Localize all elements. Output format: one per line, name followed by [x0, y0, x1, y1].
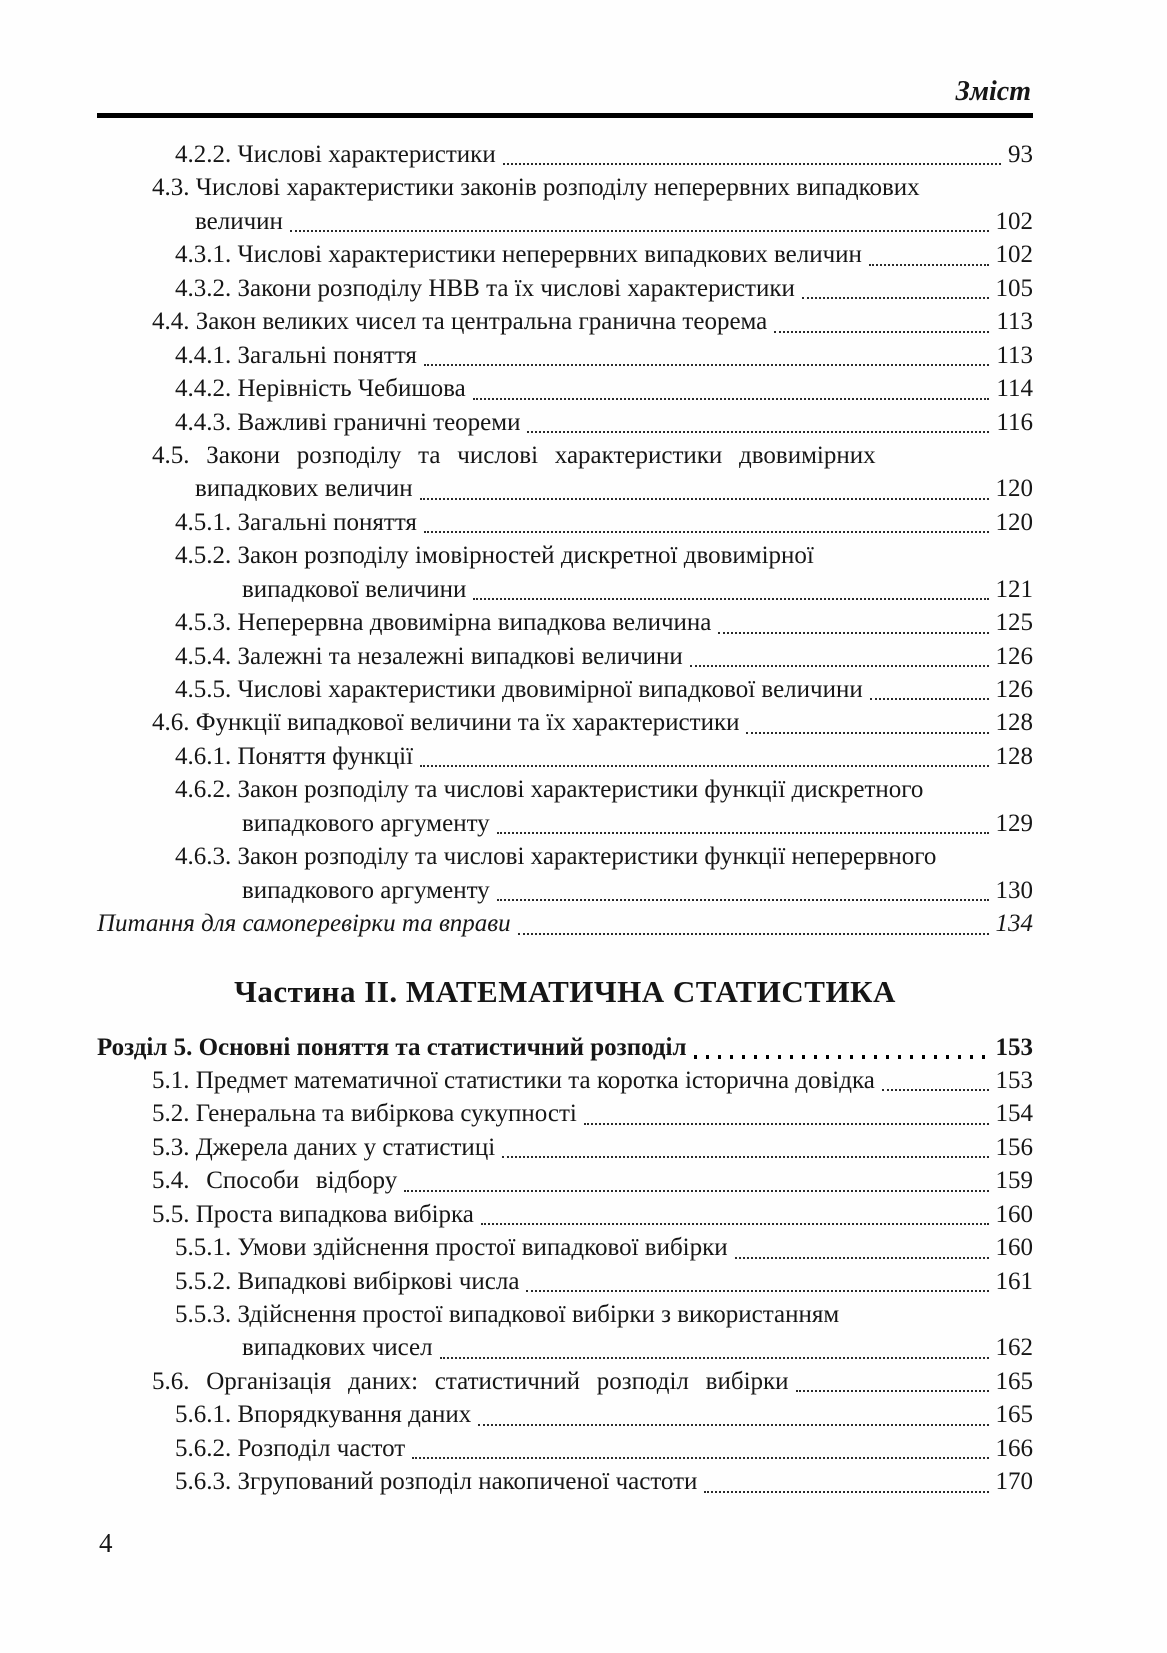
- dot-leader: [473, 398, 990, 400]
- toc-entry-page-number: 166: [995, 1434, 1033, 1462]
- footer-page-number: 4: [99, 1528, 113, 1558]
- toc-entry: [97, 1164, 1033, 1197]
- toc-entry-label: 4.4. Закон великих чисел та центральна гранична теорема: [152, 308, 768, 336]
- toc-entry-page-number: 153: [995, 1033, 1033, 1061]
- toc-entry-label: 4.6.1. Поняття функції: [175, 742, 414, 770]
- toc-entry: [97, 1198, 1033, 1231]
- dot-leader: [690, 665, 989, 667]
- toc-entry: [97, 1331, 1033, 1364]
- toc-entry-page-number: 153: [995, 1066, 1033, 1094]
- dot-leader: [424, 364, 990, 366]
- toc-entry: [97, 1432, 1033, 1465]
- toc-entry-label: 4.5.5. Числові характеристики двовимірної випадкової величини: [175, 676, 863, 703]
- toc-entry-label: 4.6.2. Закон розподілу та числові характеристики функції дискретного: [175, 776, 924, 804]
- toc-entry: [97, 472, 1033, 505]
- toc-entry-label: 4.5.2. Закон розподілу імовірностей дискретної двовимірної: [175, 542, 814, 570]
- toc-entry-label: 4.5.3. Неперервна двовимірна випадкова величина: [175, 609, 712, 637]
- dot-leader: [718, 632, 988, 634]
- dot-leader: [290, 230, 989, 232]
- toc-entry-page-number: 161: [995, 1267, 1033, 1295]
- toc-entry: [97, 773, 1033, 806]
- dot-leader: [870, 698, 989, 700]
- toc-entry-label: 4.4.2. Нерівність Чебишова: [175, 375, 466, 403]
- toc-entry-page-number: 128: [995, 742, 1033, 770]
- toc-entry-label: 4.2.2. Числові характеристики: [175, 141, 496, 168]
- toc-entry-label: 5.6.3. Згрупований розподіл накопиченої частоти: [175, 1468, 698, 1496]
- dot-leader: [473, 598, 988, 600]
- dot-leader: [497, 899, 989, 901]
- toc-entry: [97, 205, 1033, 238]
- toc-entry-page-number: 134: [995, 910, 1033, 938]
- toc-entry-page-number: 120: [995, 508, 1033, 536]
- toc-entry: [97, 238, 1033, 271]
- toc-entry-label: 4.3.2. Закони розподілу НВВ та їх числові характеристики: [175, 274, 795, 302]
- toc-entry-page-number: 113: [996, 341, 1033, 369]
- toc-entry-page-number: 162: [995, 1334, 1033, 1362]
- toc-entry-page-number: 159: [995, 1167, 1033, 1195]
- toc-entry: [97, 1365, 1033, 1398]
- toc-entry-page-number: 113: [996, 308, 1033, 336]
- toc-entry-page-number: 170: [995, 1468, 1033, 1496]
- toc-entry-label: величин: [195, 207, 283, 235]
- page-content: [97, 74, 1033, 1499]
- toc-entry-label: випадкових величин: [195, 475, 413, 503]
- dot-leader: [440, 1357, 989, 1359]
- header-rule: [97, 113, 1033, 118]
- dot-leader: [694, 1055, 989, 1059]
- toc-entry-label: випадкового аргументу: [242, 876, 490, 904]
- toc-list-part1: [97, 138, 1033, 941]
- dot-leader: [481, 1223, 989, 1225]
- toc-entry-label: 4.3.1. Числові характеристики неперервних випадкових величин: [175, 241, 862, 269]
- toc-entry: [97, 573, 1033, 606]
- toc-entry-page-number: 116: [996, 408, 1033, 436]
- toc-entry: [97, 305, 1033, 338]
- toc-entry-page-number: 160: [995, 1200, 1033, 1228]
- toc-entry: [97, 1097, 1033, 1130]
- dot-leader: [735, 1257, 989, 1259]
- toc-entry-label: 5.6. Організація даних: статистичний розподіл вибірки: [152, 1367, 789, 1395]
- toc-entry-label: 5.3. Джерела даних у статистиці: [152, 1133, 496, 1161]
- toc-entry: [97, 372, 1033, 405]
- toc-entry-label: 5.5.1. Умови здійснення простої випадкової вибірки: [175, 1234, 728, 1262]
- dot-leader: [584, 1123, 989, 1125]
- toc-entry: [97, 539, 1033, 572]
- dot-leader: [802, 297, 989, 299]
- dot-leader: [526, 1290, 988, 1292]
- toc-entry: [97, 874, 1033, 907]
- toc-entry: [97, 406, 1033, 439]
- toc-entry-label: 4.5.4. Залежні та незалежні випадкові величини: [175, 642, 683, 670]
- page-footer: [99, 1526, 113, 1560]
- dot-leader: [412, 1457, 988, 1459]
- toc-entry: [97, 272, 1033, 305]
- toc-entry-page-number: 128: [995, 709, 1033, 737]
- toc-entry-page-number: 129: [995, 809, 1033, 837]
- toc-entry-page-number: 120: [995, 475, 1033, 503]
- page-header: [97, 74, 1033, 110]
- toc-entry-label: 5.5. Проста випадкова вибірка: [152, 1200, 474, 1228]
- dot-leader: [478, 1424, 988, 1426]
- toc-entry: [97, 907, 1033, 940]
- toc-entry: [97, 1298, 1033, 1331]
- toc-entry: [97, 807, 1033, 840]
- toc-entry-label: Розділ 5. Основні поняття та статистичний розподіл: [97, 1033, 687, 1061]
- toc-entry: [97, 606, 1033, 639]
- toc-entry-page-number: 114: [996, 375, 1033, 403]
- toc-entry: [97, 740, 1033, 773]
- toc-entry: [97, 706, 1033, 739]
- toc-entry-label: 4.3. Числові характеристики законів розподілу неперервних випадкових: [152, 174, 920, 202]
- toc-entry-label: 4.5. Закони розподілу та числові характеристики двовимірних: [152, 441, 876, 469]
- toc-entry: [97, 171, 1033, 204]
- toc-entry-label: 4.5.1. Загальні поняття: [175, 508, 417, 536]
- toc-entry-label: 5.6.1. Впорядкування даних: [175, 1401, 472, 1429]
- toc-entry-label: 5.2. Генеральна та вибіркова сукупності: [152, 1100, 577, 1128]
- toc-entry: [97, 439, 1033, 472]
- toc-entry-page-number: 121: [995, 575, 1033, 603]
- toc-entry-page-number: 130: [995, 876, 1033, 904]
- toc-entry: [97, 640, 1033, 673]
- header-title: Зміст: [955, 76, 1031, 107]
- toc-entry-page-number: 154: [995, 1100, 1033, 1128]
- toc-entry-label: 5.4. Способи відбору: [152, 1167, 398, 1195]
- toc-entry-label: 5.1. Предмет математичної статистики та коротка історична довідка: [152, 1066, 875, 1094]
- toc-entry-page-number: 165: [995, 1367, 1033, 1395]
- toc-entry-page-number: 126: [995, 642, 1033, 670]
- dot-leader: [497, 832, 989, 834]
- dot-leader: [704, 1491, 988, 1493]
- dot-leader: [527, 431, 989, 433]
- dot-leader: [424, 531, 989, 533]
- toc-entry: [97, 1231, 1033, 1264]
- dot-leader: [420, 498, 989, 500]
- toc-entry: [97, 1265, 1033, 1298]
- toc-entry-label: Питання для самоперевірки та вправи: [97, 910, 511, 938]
- toc-entry: [97, 673, 1033, 706]
- toc-list-part2: [97, 1031, 1033, 1499]
- toc-entry: [97, 506, 1033, 539]
- dot-leader: [869, 264, 989, 266]
- toc-entry-page-number: 126: [995, 676, 1033, 703]
- toc-entry-page-number: 93: [1008, 141, 1033, 168]
- toc-entry-page-number: 105: [995, 274, 1033, 302]
- toc-entry: [97, 840, 1033, 873]
- toc-entry-label: випадкової величини: [242, 575, 467, 603]
- toc-entry: [97, 1398, 1033, 1431]
- dot-leader: [796, 1390, 989, 1392]
- toc-entry: [97, 1064, 1033, 1097]
- toc-entry: [97, 1465, 1033, 1498]
- toc-entry-page-number: 102: [995, 241, 1033, 269]
- dot-leader: [420, 765, 988, 767]
- dot-leader: [502, 1156, 988, 1158]
- dot-leader: [518, 933, 989, 935]
- toc-entry-page-number: 102: [995, 207, 1033, 235]
- part-heading: Частина ІІ. МАТЕМАТИЧНА СТАТИСТИКА: [234, 973, 896, 1009]
- dot-leader: [404, 1190, 988, 1192]
- dot-leader: [774, 331, 989, 333]
- dot-leader: [503, 163, 1001, 165]
- dot-leader: [746, 732, 988, 734]
- toc-entry-label: 5.5.3. Здійснення простої випадкової вибірки з використанням: [175, 1301, 840, 1328]
- toc-entry-label: 4.6.3. Закон розподілу та числові характеристики функції неперервного: [175, 843, 937, 871]
- toc-entry-label: 4.6. Функції випадкової величини та їх характеристики: [152, 709, 740, 737]
- toc-entry-label: випадкового аргументу: [242, 809, 490, 837]
- toc-entry-page-number: 125: [995, 609, 1033, 637]
- toc-entry-label: 5.5.2. Випадкові вибіркові числа: [175, 1267, 520, 1295]
- toc-entry-label: 4.4.3. Важливі граничні теореми: [175, 408, 521, 436]
- toc-entry: [97, 138, 1033, 171]
- toc-entry-page-number: 160: [995, 1234, 1033, 1262]
- toc-entry-page-number: 165: [995, 1401, 1033, 1429]
- dot-leader: [882, 1089, 989, 1091]
- toc-entry: [97, 1031, 1033, 1064]
- toc-entry-label: випадкових чисел: [242, 1334, 433, 1362]
- toc-entry: [97, 339, 1033, 372]
- toc-entry-label: 4.4.1. Загальні поняття: [175, 341, 417, 369]
- toc-entry-page-number: 156: [995, 1133, 1033, 1161]
- toc-entry-label: 5.6.2. Розподіл частот: [175, 1434, 406, 1462]
- toc-entry: [97, 1131, 1033, 1164]
